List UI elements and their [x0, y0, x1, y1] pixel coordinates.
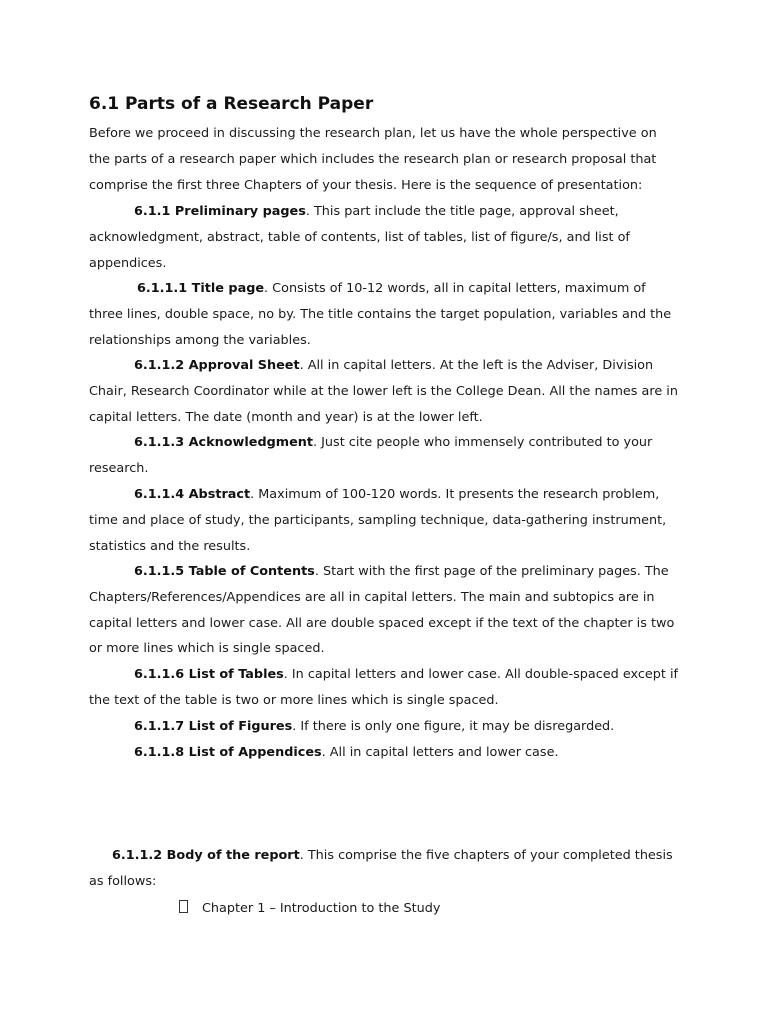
- paragraph-body-of-report: [89, 843, 679, 895]
- term-list-of-figures: 6.1.1.7 List of Figures: [134, 719, 293, 734]
- term-list-of-tables: 6.1.1.6 List of Tables: [134, 667, 284, 682]
- term-preliminary-pages: 6.1.1 Preliminary pages: [134, 204, 306, 219]
- text-approval-sheet: . All in capital letters. At the left is the Adviser, Division Chair, Research Coordinator while at the lower left is the College Dean. All the names are in capital letters. The date (month and year) is at the lower left.: [89, 358, 678, 425]
- text-list-of-appendices: . All in capital letters and lower case.: [321, 745, 559, 760]
- term-body-of-report: 6.1.1.2 Body of the report: [112, 848, 300, 863]
- intro-paragraph: Before we proceed in discussing the research plan, let us have the whole perspective on the parts of a research paper which includes the research plan or research proposal that comprise the first three Chapters of your thesis. Here is the sequence of presentation:: [89, 126, 657, 193]
- term-title-page: 6.1.1.1 Title page: [137, 281, 265, 296]
- section-heading: 6.1 Parts of a Research Paper: [89, 94, 374, 114]
- paragraph-approval-sheet: [89, 353, 679, 430]
- text-abstract: . Maximum of 100-120 words. It presents the research problem, time and place of study, the participants, sampling technique, data-gathering instrument, statistics and the results.: [89, 487, 667, 554]
- paragraph-title-page: [89, 276, 679, 353]
- text-list-of-figures: . If there is only one figure, it may be disregarded.: [292, 719, 615, 734]
- text-body-of-report: . This comprise the five chapters of your completed thesis as follows:: [89, 848, 673, 889]
- text-acknowledgment: . Just cite people who immensely contributed to your research.: [89, 435, 653, 476]
- paragraph-list-of-figures: [89, 714, 679, 740]
- paragraph-table-of-contents: [89, 559, 679, 662]
- term-abstract: 6.1.1.4 Abstract: [134, 487, 251, 502]
- list-item-label: Chapter 1 – Introduction to the Study: [202, 901, 441, 916]
- paragraph-list-of-appendices: [89, 740, 679, 766]
- paragraph-abstract: [89, 482, 679, 559]
- term-approval-sheet: 6.1.1.2 Approval Sheet: [134, 358, 300, 373]
- term-table-of-contents: 6.1.1.5 Table of Contents: [134, 564, 315, 579]
- paragraph-list-of-tables: [89, 662, 679, 714]
- bullet-square-icon: [179, 900, 188, 913]
- list-item: [179, 899, 440, 919]
- text-list-of-tables: . In capital letters and lower case. All double-spaced except if the text of the table is two or more lines which is single spaced.: [89, 667, 679, 708]
- text-table-of-contents: . Start with the first page of the preliminary pages. The Chapters/References/Appendices are all in capital letters. The main and subtopics are in capital letters and lower case. All are double spaced except if the text of the chapter is two or more lines which is single spaced.: [89, 564, 675, 657]
- term-acknowledgment: 6.1.1.3 Acknowledgment: [134, 435, 314, 450]
- paragraph-preliminary-pages: [89, 199, 679, 276]
- term-list-of-appendices: 6.1.1.8 List of Appendices: [134, 745, 322, 760]
- text-preliminary-pages: . This part include the title page, approval sheet, acknowledgment, abstract, table of contents, list of tables, list of figure/s, and list of appendices.: [89, 204, 630, 271]
- text-title-page: . Consists of 10-12 words, all in capital letters, maximum of three lines, double space, no by. The title contains the target population, variables and the relationships among the variables.: [89, 281, 672, 348]
- paragraph-acknowledgment: [89, 430, 679, 482]
